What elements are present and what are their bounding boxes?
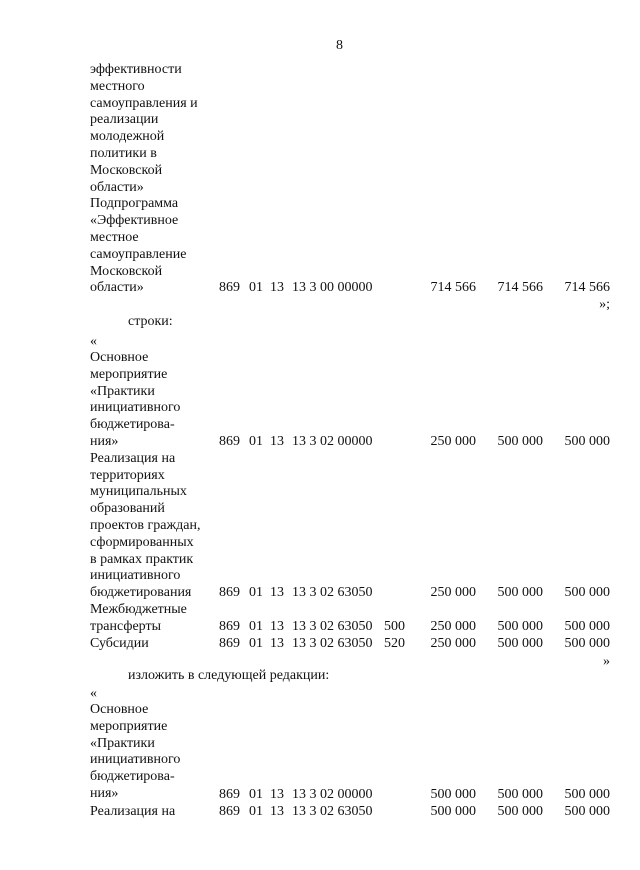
row-name-line: в рамках практик	[90, 551, 194, 567]
code-rz: 01	[249, 803, 263, 819]
row-name-line: муниципальных	[90, 484, 187, 500]
value-year-2: 500 000	[497, 585, 543, 601]
value-year-3: 500 000	[564, 618, 610, 634]
value-year-1: 714 566	[430, 280, 476, 296]
row-name-line: Реализация на	[90, 803, 176, 819]
open-quote: «	[90, 334, 97, 349]
code-csr: 13 3 02 63050	[292, 585, 373, 601]
row-name-line: «Практики	[90, 383, 155, 399]
page-number: 8	[336, 38, 343, 53]
row-name-line: «Эффективное	[90, 213, 179, 229]
row-name-line: молодежной	[90, 129, 165, 145]
code-rz: 01	[249, 585, 263, 601]
code-ved: 869	[219, 803, 240, 819]
phrase-new-edition: изложить в следующей редакции:	[128, 668, 330, 683]
code-rz: 01	[249, 618, 263, 634]
row-name-line: самоуправление	[90, 246, 187, 262]
value-year-3: 500 000	[564, 787, 610, 802]
value-year-3: 500 000	[564, 635, 610, 651]
value-year-1: 250 000	[430, 434, 476, 449]
value-year-3: 714 566	[564, 280, 610, 296]
code-csr: 13 3 02 63050	[292, 618, 373, 634]
row-name-line: образований	[90, 501, 165, 517]
row-name-line: мероприятие	[90, 718, 168, 734]
row-name-line: трансферты	[90, 618, 162, 634]
code-pr: 13	[270, 803, 284, 819]
row-name-line: Основное	[90, 702, 149, 717]
value-year-1: 500 000	[430, 803, 476, 819]
value-year-3: 500 000	[564, 803, 610, 819]
value-year-2: 500 000	[497, 618, 543, 634]
code-csr: 13 3 02 00000	[292, 434, 373, 449]
row-name-line: проектов граждан,	[90, 518, 201, 533]
code-vr: 500	[384, 618, 405, 634]
code-ved: 869	[219, 618, 240, 634]
value-year-2: 500 000	[497, 787, 543, 802]
open-quote: «	[90, 686, 97, 701]
code-ved: 869	[219, 434, 240, 449]
row-name-line: эффективности	[90, 62, 182, 77]
code-ved: 869	[219, 280, 240, 296]
row-name-line: мероприятие	[90, 366, 168, 382]
row-name-line: самоуправления и	[90, 95, 198, 111]
row-name-line: области»	[90, 280, 144, 296]
code-ved: 869	[219, 787, 240, 802]
code-ved: 869	[219, 635, 240, 651]
close-quote: »	[603, 653, 610, 669]
row-name-line: территориях	[90, 467, 165, 483]
code-pr: 13	[270, 434, 284, 449]
row-name-line: сформированных	[90, 534, 194, 550]
code-pr: 13	[270, 618, 284, 634]
value-year-3: 500 000	[564, 434, 610, 449]
code-vr: 520	[384, 635, 405, 651]
value-year-1: 250 000	[430, 635, 476, 651]
value-year-2: 500 000	[497, 635, 543, 651]
row-name-line: бюджетирова-	[90, 417, 175, 433]
code-csr: 13 3 02 63050	[292, 635, 373, 651]
value-year-1: 250 000	[430, 618, 476, 634]
row-name-line: Подпрограмма	[90, 196, 179, 212]
code-csr: 13 3 02 63050	[292, 803, 373, 819]
row-name-line: инициативного	[90, 400, 181, 416]
row-name-line: бюджетирования	[90, 585, 192, 601]
row-name-line: политики в	[90, 146, 157, 161]
row-name-line: Реализация на	[90, 450, 176, 466]
row-name-line: Основное	[90, 350, 149, 365]
value-year-2: 500 000	[497, 803, 543, 819]
code-rz: 01	[249, 787, 263, 802]
row-name-line: Межбюджетные	[90, 602, 187, 617]
row-name-line: местное	[90, 230, 139, 245]
value-year-3: 500 000	[564, 585, 610, 601]
value-year-2: 714 566	[497, 280, 543, 296]
code-pr: 13	[270, 280, 284, 296]
row-name-line: инициативного	[90, 568, 181, 584]
row-name-line: ния»	[90, 434, 119, 449]
row-name-line: Московской	[90, 162, 163, 178]
row-name-line: «Практики	[90, 735, 155, 751]
code-ved: 869	[219, 585, 240, 601]
phrase-rows: строки:	[128, 314, 173, 329]
row-name-line: инициативного	[90, 752, 181, 768]
row-name-line: реализации	[90, 112, 159, 128]
code-rz: 01	[249, 280, 263, 296]
row-name-line: Субсидии	[90, 635, 149, 651]
row-name-line: Московской	[90, 263, 163, 279]
code-pr: 13	[270, 635, 284, 651]
value-year-1: 500 000	[430, 787, 476, 802]
code-rz: 01	[249, 434, 263, 449]
closing-quote: »;	[599, 297, 610, 313]
code-csr: 13 3 00 00000	[292, 280, 373, 296]
value-year-2: 500 000	[497, 434, 543, 449]
code-pr: 13	[270, 585, 284, 601]
row-name-line: бюджетирова-	[90, 769, 175, 785]
row-name-line: местного	[90, 78, 145, 94]
code-pr: 13	[270, 787, 284, 802]
row-name-line: ния»	[90, 786, 119, 801]
code-csr: 13 3 02 00000	[292, 787, 373, 802]
value-year-1: 250 000	[430, 585, 476, 601]
code-rz: 01	[249, 635, 263, 651]
row-name-line: области»	[90, 179, 144, 195]
